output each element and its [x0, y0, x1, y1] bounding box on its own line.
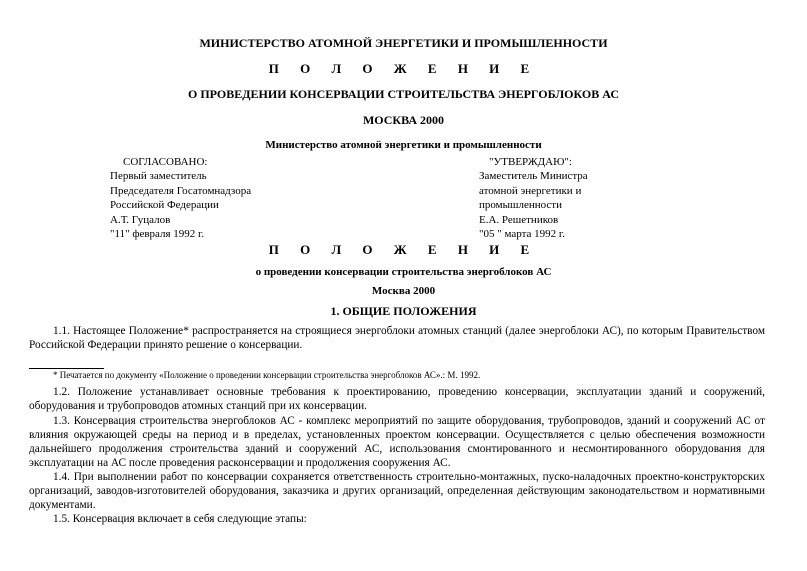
- approval-left-line1: Первый заместитель: [110, 170, 207, 183]
- subject-heading: О ПРОВЕДЕНИИ КОНСЕРВАЦИИ СТРОИТЕЛЬСТВА ЭНЕРГОБЛОКОВ АС: [188, 87, 619, 101]
- approval-left-heading: СОГЛАСОВАНО:: [123, 156, 208, 168]
- paragraph-1-3: 1.3. Консервация строительства энергоблоков АС - комплекс мероприятий по защите оборудования, трубопроводов, зданий и сооружений АС от влияния окружающей среды на период и в пределах, установленных проектом консервации. Осуществляется с целью обеспечения возможности дальнейшего продолжения строительства зданий и сооружений АС, использования смонтированного и несмонтированного оборудования для эксплуатации на АС после проведения расконсервации и продолжения сооружения АС.: [29, 415, 765, 469]
- city-year-heading: МОСКВА 2000: [362, 113, 445, 127]
- approval-left-date: "11" февраля 1992 г.: [110, 228, 205, 241]
- footnote-text: * Печатается по документу «Положение о проведении консервации строительства энергоблоков АС».: М. 1992.: [53, 370, 481, 380]
- paragraph-1-4: 1.4. При выполнении работ по консервации сохраняется ответственность строительно-монтажных, пуско-наладочных проектно-конструкторских организаций, заводов-изготовителей оборудования, заказчика и других организаций, определенная действующим законодательством и нормативными документами.: [29, 471, 765, 511]
- approval-left-name: А.Т. Гуцалов: [110, 213, 171, 226]
- approval-right-line3: промышленности: [479, 199, 562, 212]
- approval-left-line3: Российской Федерации: [110, 199, 219, 212]
- approval-right-block: [479, 155, 588, 241]
- approval-right-date: "05 " марта 1992 г.: [479, 228, 565, 241]
- approval-right-line2: атомной энергетики и: [479, 184, 582, 197]
- title-doc-type: П О Л О Ж Е Н И Е: [268, 242, 539, 257]
- paragraph-1-1: 1.1. Настоящее Положение* распространяется на строящиеся энергоблоки атомных станций (далее энергоблоки АС), по которым Правительством Российской Федерации принято решение о консервации.: [29, 325, 765, 351]
- issuer-line: Министерство атомной энергетики и промышленности: [265, 139, 542, 151]
- title-subject: о проведении консервации строительства энергоблоков АС: [255, 266, 552, 278]
- footnote-divider: [29, 368, 104, 369]
- approval-right-heading: "УТВЕРЖДАЮ":: [489, 156, 572, 168]
- title-city-year: Москва 2000: [371, 285, 436, 297]
- doc-type-heading: П О Л О Ж Е Н И Е: [268, 61, 539, 76]
- paragraph-1-5: 1.5. Консервация включает в себя следующие этапы:: [53, 513, 307, 525]
- approval-right-name: Е.А. Решетников: [479, 213, 559, 226]
- approval-left-line2: Председателя Госатомнадзора: [110, 184, 252, 197]
- paragraph-1-2: 1.2. Положение устанавливает основные требования к проектированию, проведению консервации, эксплуатации зданий и сооружений, оборудования и трубопроводов атомных станций при их консервации.: [29, 386, 765, 412]
- approval-right-line1: Заместитель Министра: [479, 170, 588, 183]
- section-heading: 1. ОБЩИЕ ПОЛОЖЕНИЯ: [330, 304, 477, 318]
- ministry-heading: МИНИСТЕРСТВО АТОМНОЙ ЭНЕРГЕТИКИ И ПРОМЫШЛЕННОСТИ: [199, 36, 608, 50]
- approval-left-block: [110, 155, 251, 241]
